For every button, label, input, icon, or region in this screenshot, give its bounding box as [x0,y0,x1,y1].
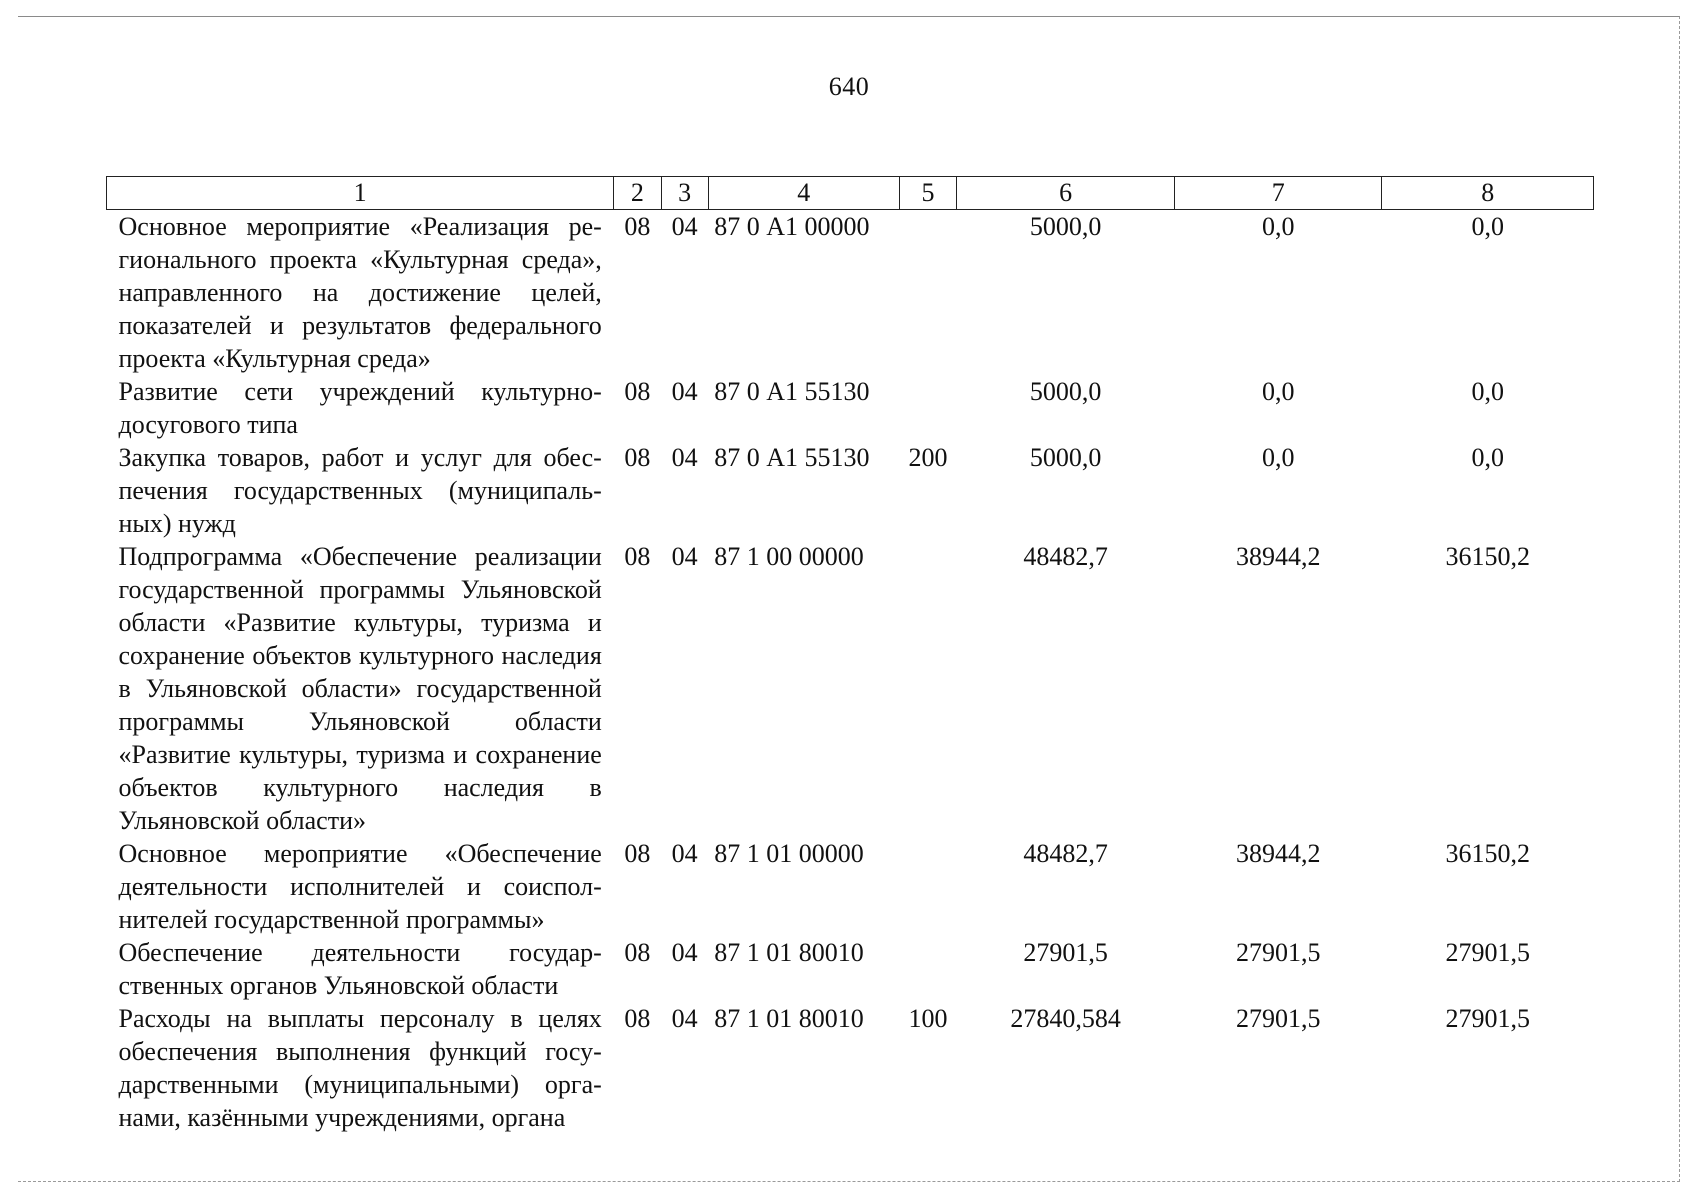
amount-col-6: 27901,5 [1023,938,1108,967]
target-article-code: 87 1 00 00000 [714,542,864,571]
amount-col-7: 27901,5 [1235,938,1321,967]
amount-col-8: 0,0 [1471,443,1504,472]
column-header: 4 [708,177,899,210]
target-article-code: 87 0 А1 00000 [714,212,870,241]
target-article-code: 87 1 01 80010 [714,1004,864,1033]
amount-col-7: 27901,5 [1235,1004,1321,1033]
table-row [107,540,1594,837]
header-row [107,177,1594,210]
amount-col-8: 0,0 [1471,377,1504,406]
expense-type-code: 100 [908,1004,948,1033]
column-header: 7 [1174,177,1381,210]
subsection-code: 04 [671,938,698,967]
target-article-code: 87 0 А1 55130 [714,377,870,406]
amount-col-6: 5000,0 [1029,443,1102,472]
section-code: 08 [624,938,651,967]
column-header: 6 [957,177,1175,210]
section-code: 08 [624,212,651,241]
row-name: Обеспечение деятельности государственных органов Ульяновской области [118,938,602,1000]
amount-col-6: 27840,584 [1010,1004,1121,1033]
amount-col-7: 38944,2 [1235,542,1321,571]
amount-col-8: 0,0 [1471,212,1504,241]
row-name: Основное мероприятие «Обеспечение деятельности исполнителей и соисполнителей государственной программы» [118,839,602,934]
amount-col-7: 0,0 [1261,212,1295,241]
target-article-code: 87 1 01 80010 [714,938,864,967]
amount-col-6: 5000,0 [1029,212,1102,241]
column-header: 3 [661,177,708,210]
expense-type-code [899,540,957,837]
amount-col-7: 0,0 [1261,443,1295,472]
section-code: 08 [624,377,651,406]
row-name: Основное мероприятие «Реализация регионального проекта «Культурная среда», направленного на достижение целей, показателей и результатов федерального проекта «Культурная среда» [118,212,602,373]
expense-type-code [899,936,957,1002]
section-code: 08 [624,839,651,868]
section-code: 08 [624,443,651,472]
row-name: Развитие сети учреждений культурно-досугового типа [118,377,602,439]
table-row [107,936,1594,1002]
table-row [107,375,1594,441]
amount-col-6: 48482,7 [1023,542,1108,571]
subsection-code: 04 [671,542,698,571]
amount-col-6: 5000,0 [1029,377,1102,406]
row-name: Расходы на выплаты персоналу в целях обеспечения выполнения функций государственными (муниципальными) органами, казёнными учреждениями, органа [118,1004,602,1132]
column-header: 2 [614,177,661,210]
column-header: 5 [899,177,957,210]
target-article-code: 87 0 А1 55130 [714,443,870,472]
column-header: 1 [107,177,614,210]
row-name: Подпрограмма «Обеспечение реализации государственной программы Ульяновской области «Развитие культуры, туризма и сохранение объектов культурного наследия в Ульяновской области» государственной программы Ульяновской области «Развитие культуры, туризма и сохранение объектов культурного наследия в Ульяновской области» [118,542,602,835]
subsection-code: 04 [671,443,698,472]
expense-type-code [899,375,957,441]
amount-col-6: 48482,7 [1023,839,1108,868]
table-row [107,210,1594,376]
amount-col-7: 38944,2 [1235,839,1321,868]
amount-col-8: 27901,5 [1445,1004,1530,1033]
subsection-code: 04 [671,212,698,241]
section-code: 08 [624,542,651,571]
amount-col-8: 36150,2 [1445,542,1530,571]
budget-table [106,176,1594,1134]
expense-type-code [899,210,957,376]
amount-col-7: 0,0 [1261,377,1295,406]
target-article-code: 87 1 01 00000 [714,839,864,868]
subsection-code: 04 [671,1004,698,1033]
amount-col-8: 36150,2 [1445,839,1530,868]
amount-col-8: 27901,5 [1445,938,1530,967]
expense-type-code: 200 [908,443,948,472]
table-row [107,837,1594,936]
page-number: 640 [828,72,870,101]
expense-type-code [899,837,957,936]
table-row [107,1002,1594,1134]
section-code: 08 [624,1004,651,1033]
subsection-code: 04 [671,839,698,868]
subsection-code: 04 [671,377,698,406]
column-header: 8 [1382,177,1594,210]
row-name: Закупка товаров, работ и услуг для обеспечения государственных (муниципальных) нужд [118,443,602,538]
table-row [107,441,1594,540]
